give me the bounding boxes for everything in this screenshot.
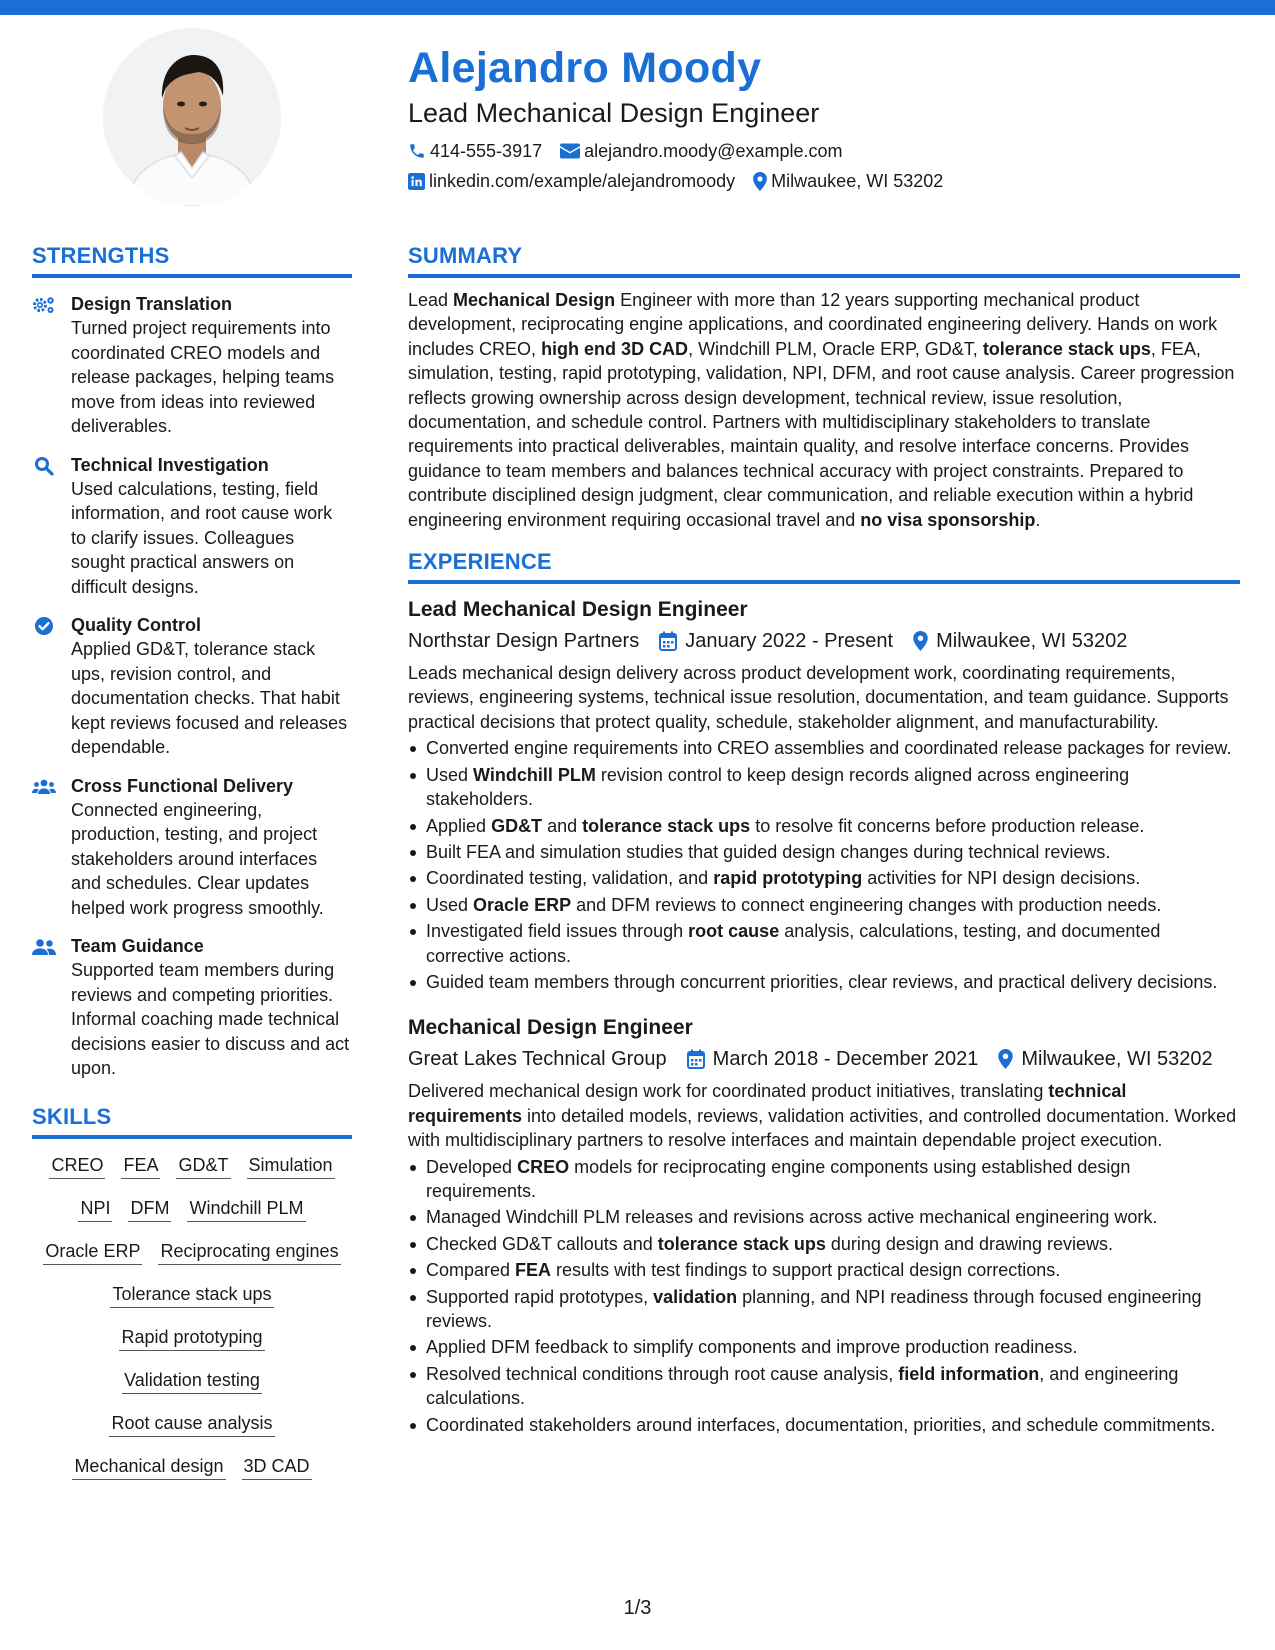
strength-title: Team Guidance bbox=[71, 936, 204, 956]
strength-desc: Supported team members during reviews and competing priorities. Informal coaching made technical decisions easier to discuss and act upon. bbox=[71, 960, 350, 1078]
skill-tag: Tolerance stack ups bbox=[110, 1282, 273, 1308]
linkedin-contact[interactable] bbox=[408, 169, 735, 193]
top-accent-bar bbox=[0, 0, 1275, 15]
map-pin-icon bbox=[913, 631, 928, 651]
emphasis-text: FEA bbox=[515, 1260, 552, 1281]
strength-item bbox=[32, 934, 352, 1081]
bullet-item: Applied DFM feedback to simplify components and improve production readiness. bbox=[408, 1335, 1240, 1359]
job-meta bbox=[408, 627, 1240, 655]
phone-text: 414-555-3917 bbox=[430, 141, 543, 161]
skill-tag: GD&T bbox=[176, 1153, 230, 1179]
emphasis-text: Oracle ERP bbox=[473, 894, 572, 915]
strength-title: Technical Investigation bbox=[71, 454, 269, 475]
bullet-item: Developed CREO models for reciprocating engine components using established design requirements. bbox=[408, 1155, 1240, 1204]
candidate-name: Alejandro Moody bbox=[408, 44, 762, 92]
users-group-icon bbox=[32, 776, 56, 798]
bullet-item: Resolved technical conditions through root cause analysis, field information, and engineering calculations. bbox=[408, 1362, 1240, 1411]
emphasis-text: tolerance stack ups bbox=[582, 815, 751, 836]
bullet-item: Supported rapid prototypes, validation planning, and NPI readiness through focused engineering reviews. bbox=[408, 1285, 1240, 1334]
skill-tag: Windchill PLM bbox=[187, 1196, 305, 1222]
skill-row bbox=[32, 1239, 352, 1265]
emphasis-text: GD&T bbox=[491, 815, 543, 836]
job-location: Milwaukee, WI 53202 bbox=[913, 627, 1127, 655]
emphasis-text: field information bbox=[898, 1363, 1040, 1384]
strength-desc: Turned project requirements into coordinated CREO models and release packages, helping teams move from ideas into reviewed deliverables. bbox=[71, 318, 335, 436]
phone-icon bbox=[408, 142, 426, 160]
skill-tag: Validation testing bbox=[122, 1368, 262, 1394]
skill-tag: Root cause analysis bbox=[109, 1411, 274, 1437]
map-pin-icon bbox=[998, 1049, 1013, 1069]
bullet-item: Coordinated stakeholders around interfaces, documentation, priorities, and schedule commitments. bbox=[408, 1413, 1240, 1437]
job-meta bbox=[408, 1045, 1240, 1073]
calendar-icon bbox=[659, 631, 677, 651]
page-number: 1/3 bbox=[623, 1597, 652, 1619]
strength-desc: Applied GD&T, tolerance stack ups, revision control, and documentation checks. That habit kept reviews focused and releases dependable. bbox=[71, 639, 348, 757]
skill-tag: NPI bbox=[78, 1196, 112, 1222]
bullet-item: Applied GD&T and tolerance stack ups to resolve fit concerns before production release. bbox=[408, 814, 1240, 838]
skill-row bbox=[32, 1153, 352, 1179]
linkedin-icon bbox=[408, 173, 425, 190]
user-pair-icon bbox=[32, 936, 56, 958]
emphasis-text: high end 3D CAD bbox=[541, 338, 689, 359]
skill-row bbox=[32, 1454, 352, 1480]
bullet-item: Coordinated testing, validation, and rapid prototyping activities for NPI design decisions. bbox=[408, 866, 1240, 890]
emphasis-text: technical requirements bbox=[408, 1081, 1127, 1126]
job-entry bbox=[408, 596, 1240, 994]
emphasis-text: CREO bbox=[517, 1156, 570, 1177]
emphasis-text: tolerance stack ups bbox=[657, 1233, 826, 1254]
skill-row bbox=[32, 1411, 352, 1437]
experience-heading: EXPERIENCE bbox=[408, 549, 552, 575]
strength-title: Design Translation bbox=[71, 294, 233, 314]
profile-photo bbox=[103, 28, 281, 206]
skills-list bbox=[32, 1153, 352, 1480]
gears-icon bbox=[32, 294, 56, 316]
emphasis-text: Windchill PLM bbox=[473, 764, 596, 785]
job-title: Lead Mechanical Design Engineer bbox=[408, 598, 748, 622]
bullet-item: Compared FEA results with test findings to support practical design corrections. bbox=[408, 1258, 1240, 1282]
linkedin-text: linkedin.com/example/alejandromoody bbox=[429, 171, 736, 191]
skill-tag: Simulation bbox=[247, 1153, 335, 1179]
job-entry bbox=[408, 1014, 1240, 1437]
strength-desc: Used calculations, testing, field information, and root cause work to clarify issues. Colleagues sought practical answers on difficult designs. bbox=[71, 478, 333, 597]
strength-item bbox=[32, 613, 352, 760]
skill-row bbox=[32, 1196, 352, 1222]
job-description: Leads mechanical design delivery across product development work, coordinating requirements, reviews, engineering systems, technical issue resolution, documentation, and team guidance. Supports practical decisions that protect quality, schedule, stakeholder alignment, and manufacturability. bbox=[408, 663, 1229, 732]
skills-heading: SKILLS bbox=[32, 1103, 112, 1129]
bullet-item: Checked GD&T callouts and tolerance stack ups during design and drawing reviews. bbox=[408, 1232, 1240, 1256]
job-bullets bbox=[408, 1155, 1240, 1437]
email-text: alejandro.moody@example.com bbox=[584, 141, 843, 161]
left-column bbox=[32, 242, 352, 1497]
job-company: Great Lakes Technical Group bbox=[408, 1048, 667, 1071]
location-contact bbox=[753, 169, 943, 193]
summary-divider bbox=[408, 274, 1240, 278]
emphasis-text: tolerance stack ups bbox=[982, 338, 1151, 359]
strength-title: Quality Control bbox=[71, 615, 201, 635]
strength-item bbox=[32, 774, 352, 921]
skill-row bbox=[32, 1368, 352, 1394]
strength-item bbox=[32, 292, 352, 439]
job-title: Mechanical Design Engineer bbox=[408, 1016, 693, 1040]
job-location: Milwaukee, WI 53202 bbox=[998, 1045, 1212, 1073]
skill-tag: DFM bbox=[128, 1196, 171, 1222]
skill-tag: Oracle ERP bbox=[43, 1239, 142, 1265]
profile-photo-image bbox=[103, 28, 281, 206]
experience-divider bbox=[408, 580, 1240, 584]
calendar-icon bbox=[687, 1049, 705, 1069]
strength-item bbox=[32, 453, 352, 600]
bullet-item: Used Oracle ERP and DFM reviews to connect engineering changes with production needs. bbox=[408, 893, 1240, 917]
contact-row-2 bbox=[408, 169, 1228, 193]
emphasis-text: Mechanical Design bbox=[453, 290, 616, 310]
skill-tag: Rapid prototyping bbox=[119, 1325, 264, 1351]
bullet-item: Guided team members through concurrent priorities, clear reviews, and practical delivery decisions. bbox=[408, 970, 1240, 994]
candidate-title: Lead Mechanical Design Engineer bbox=[408, 98, 820, 128]
bullet-item: Investigated field issues through root cause analysis, calculations, testing, and documented corrective actions. bbox=[408, 919, 1240, 968]
experience-list bbox=[408, 596, 1240, 1437]
emphasis-text: root cause bbox=[688, 921, 780, 942]
envelope-icon bbox=[560, 143, 580, 159]
strength-title: Cross Functional Delivery bbox=[71, 775, 294, 796]
phone-contact[interactable] bbox=[408, 139, 542, 163]
job-description: Delivered mechanical design work for coordinated product initiatives, translating technical requirements into detailed models, reviews, validation activities, and controlled documentation. Worked with multidisciplinary partners to resolve interfaces and maintain dependable project execution. bbox=[408, 1081, 1237, 1151]
bullet-item: Used Windchill PLM revision control to keep design records aligned across engineering stakeholders. bbox=[408, 763, 1240, 812]
check-circle-icon bbox=[32, 615, 56, 637]
job-dates: March 2018 - December 2021 bbox=[687, 1045, 979, 1073]
emphasis-text: no visa sponsorship bbox=[860, 509, 1036, 530]
summary-text: Lead Mechanical Design Engineer with more than 12 years supporting mechanical product development, reciprocating engine applications, and coordinated engineering delivery. Hands on work includes CREO, high end 3D CAD, Windchill PLM, Oracle ERP, GD&T, tolerance stack ups, FEA, simulation, testing, rapid prototyping, validation, NPI, DFM, and root cause analysis. Career progression reflects growing ownership across design development, technical review, issue resolution, documentation, and schedule control. Partners with multidisciplinary stakeholders to translate requirements into practical deliverables, maintain quality, and resolve interface concerns. Provides guidance to team members and balances technical accuracy with project constraints. Prepared to contribute disciplined design judgment, clear communication, and reliable execution within a hybrid engineering environment requiring occasional travel and no visa sponsorship. bbox=[408, 290, 1235, 530]
skill-tag: FEA bbox=[121, 1153, 160, 1179]
bullet-item: Built FEA and simulation studies that guided design changes during technical reviews. bbox=[408, 840, 1240, 864]
bullet-item: Converted engine requirements into CREO assemblies and coordinated release packages for review. bbox=[408, 736, 1240, 760]
job-bullets bbox=[408, 736, 1240, 994]
summary-heading: SUMMARY bbox=[408, 243, 523, 268]
emphasis-text: validation bbox=[653, 1286, 738, 1307]
strength-desc: Connected engineering, production, testing, and project stakeholders around interfaces and schedules. Clear updates helped work progress smoothly. bbox=[71, 799, 324, 918]
strengths-divider bbox=[32, 274, 352, 278]
map-pin-icon bbox=[753, 172, 767, 191]
resume-header bbox=[408, 42, 1228, 193]
skill-tag: 3D CAD bbox=[242, 1454, 312, 1480]
skill-row bbox=[32, 1325, 352, 1351]
strengths-heading: STRENGTHS bbox=[32, 243, 170, 268]
skill-tag: CREO bbox=[49, 1153, 105, 1179]
email-contact[interactable] bbox=[560, 139, 842, 163]
job-company: Northstar Design Partners bbox=[408, 630, 640, 653]
location-text: Milwaukee, WI 53202 bbox=[771, 171, 944, 191]
skill-row bbox=[32, 1282, 352, 1308]
right-column bbox=[408, 242, 1240, 1439]
emphasis-text: rapid prototyping bbox=[713, 868, 863, 889]
skill-tag: Reciprocating engines bbox=[158, 1239, 340, 1265]
contact-row-1 bbox=[408, 139, 1228, 163]
search-icon bbox=[32, 455, 56, 477]
job-dates: January 2022 - Present bbox=[659, 627, 893, 655]
skill-tag: Mechanical design bbox=[72, 1454, 225, 1480]
skills-divider bbox=[32, 1135, 352, 1139]
bullet-item: Managed Windchill PLM releases and revisions across active mechanical engineering work. bbox=[408, 1205, 1240, 1229]
